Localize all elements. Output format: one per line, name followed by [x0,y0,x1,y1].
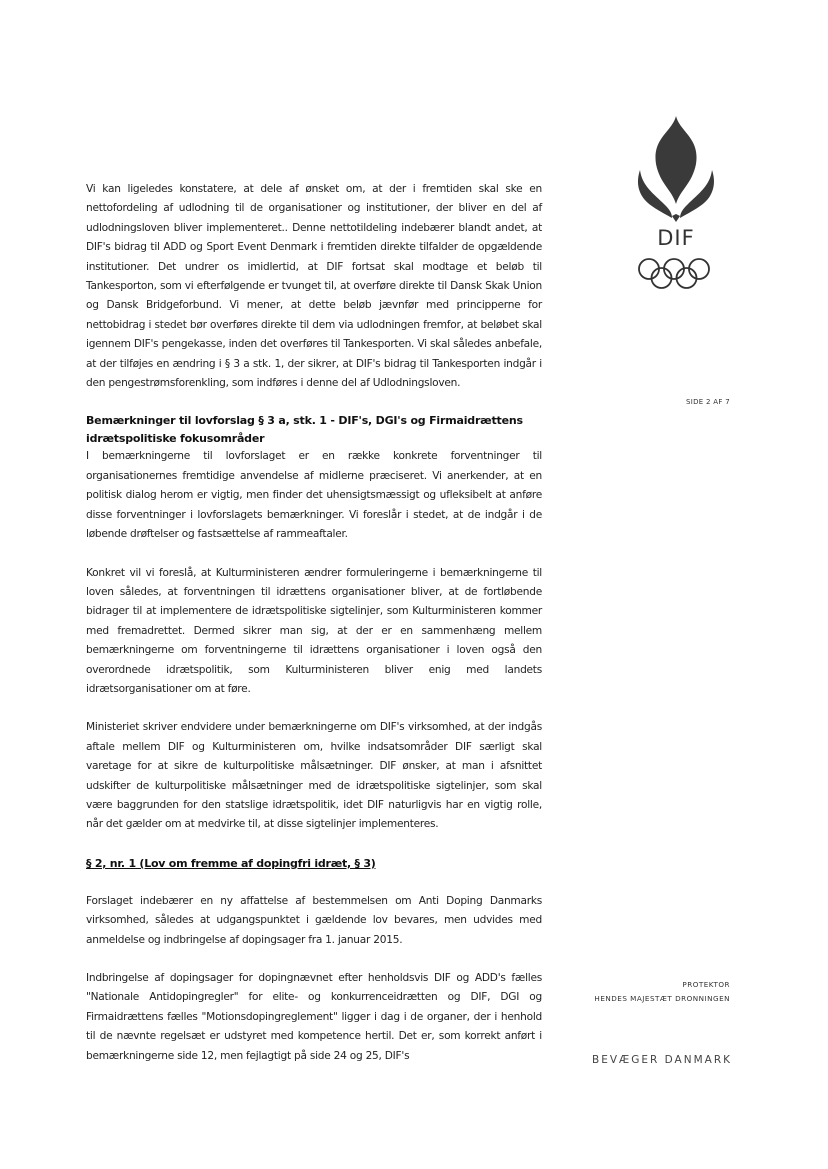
dif-logo [628,112,724,292]
paragraph: Forslaget indebærer en ny affattelse af bestemmelsen om Anti Doping Danmarks virksomhed, således at udgangspunktet i gældende lov bevares, men udvides med anmeldelse og indbringelse af dopingsager fra 1. januar 2015. [86,894,542,946]
protector-block [560,978,730,1006]
paragraph: Vi kan ligeledes konstatere, at dele af ønsket om, at der i fremtiden skal ske en nettofordeling af udlodning til de organisationer og institutioner, der bliver en del af udlodningsloven bliver implementeret.. Denne nettotildeling indebærer blandt andet, at DIF's bidrag til ADD og Sport Event Denmark i fremtiden direkte tilfalder de opgældende institutioner. Det undrer os imidlertid, at DIF fortsat skal modtage et beløb til Tankesporton, som vi efterfølgende er tvunget til, at overføre direkte til Dansk Skak Union og Dansk Bridgeforbund. Vi mener, at dette beløb jævnfør med principperne for nettobidrag i stedet bør overføres direkte til dem via udlodningen fremfor, at beløbet skal igennem DIF's pengekasse, inden det overføres til Tankesporten. Vi skal således anbefale, at der tilføjes en ændring i § 3 a stk. 1, der sikrer, at DIF's bidrag til Tankesporten indgår i den pengestrømsforenkling, som indføres i denne del af Udlodningsloven. [86,183,542,390]
protector-label: PROTEKTOR [682,980,730,989]
document-body [86,180,542,1066]
section-heading: § 2, nr. 1 (Lov om fremme af dopingfri idræt, § 3) [86,856,376,870]
slogan: BEVÆGER DANMARK [591,1054,732,1066]
paragraph: I bemærkningerne til lovforslaget er en række konkrete forventninger til organisationernes fremtidige anvendelse af midlerne præciseret. Vi anerkender, at en politisk dialog herom er vigtig, men finder det uhensigtsmæssigt og ufleksibelt at anføre disse forventninger i lovforslagets bemærkninger. Vi foreslår i stedet, at de indgår i de løbende drøftelser og fastsættelse af rammeaftaler. [86,450,542,541]
protector-name: HENDES MAJESTÆT DRONNINGEN [594,994,730,1003]
section-heading: Bemærkninger til lovforslag § 3 a, stk. 1 - DIF's, DGI's og Firmaidrættens idrætspolitiske fokusområder [86,414,523,445]
dif-flame-icon [628,112,724,292]
page-number: SIDE 2 AF 7 [685,398,730,406]
logo-text: DIF [657,226,695,250]
paragraph: Konkret vil vi foreslå, at Kulturministeren ændrer formuleringerne i bemærkningerne til loven således, at forventningen til idrættens organisationer bliver, at de fortløbende bidrager til at implementere de idrætspolitiske sigtelinjer, som Kulturministeren kommer med fremadrettet. Dermed sikrer man sig, at der er en sammenhæng mellem bemærkningerne om forventningerne til idrættens organisationer i loven også den overordnede idrætspolitik, som Kulturministeren bliver enig med landets idrætsorganisationer om at føre. [86,566,542,695]
paragraph: Indbringelse af dopingsager for dopingnævnet efter henholdsvis DIF og ADD's fælles "Nationale Antidopingregler" for elite- og konkurrenceidrætten og DIF, DGI og Firmaidrættens fælles "Motionsdopingreglement" ligger i dag i de organer, der i henhold til de nævnte regelsæt er udstyret med kompetence hertil. Det er, som korrekt anført i bemærkningerne side 12, men fejlagtigt på side 24 og 25, DIF's [86,972,542,1062]
paragraph: Ministeriet skriver endvidere under bemærkningerne om DIF's virksomhed, at der indgås aftale mellem DIF og Kulturministeren om, hvilke indsatsområder DIF særligt skal varetage for at sikre de kulturpolitiske målsætninger. DIF ønsker, at man i afsnittet udskifter de kulturpolitiske målsætninger med de idrætspolitiske sigtelinjer, som skal være baggrunden for den statslige idrætspolitik, idet DIF naturligvis har en vigtig rolle, når det gælder om at medvirke til, at disse sigtelinjer implementeres. [86,721,542,831]
